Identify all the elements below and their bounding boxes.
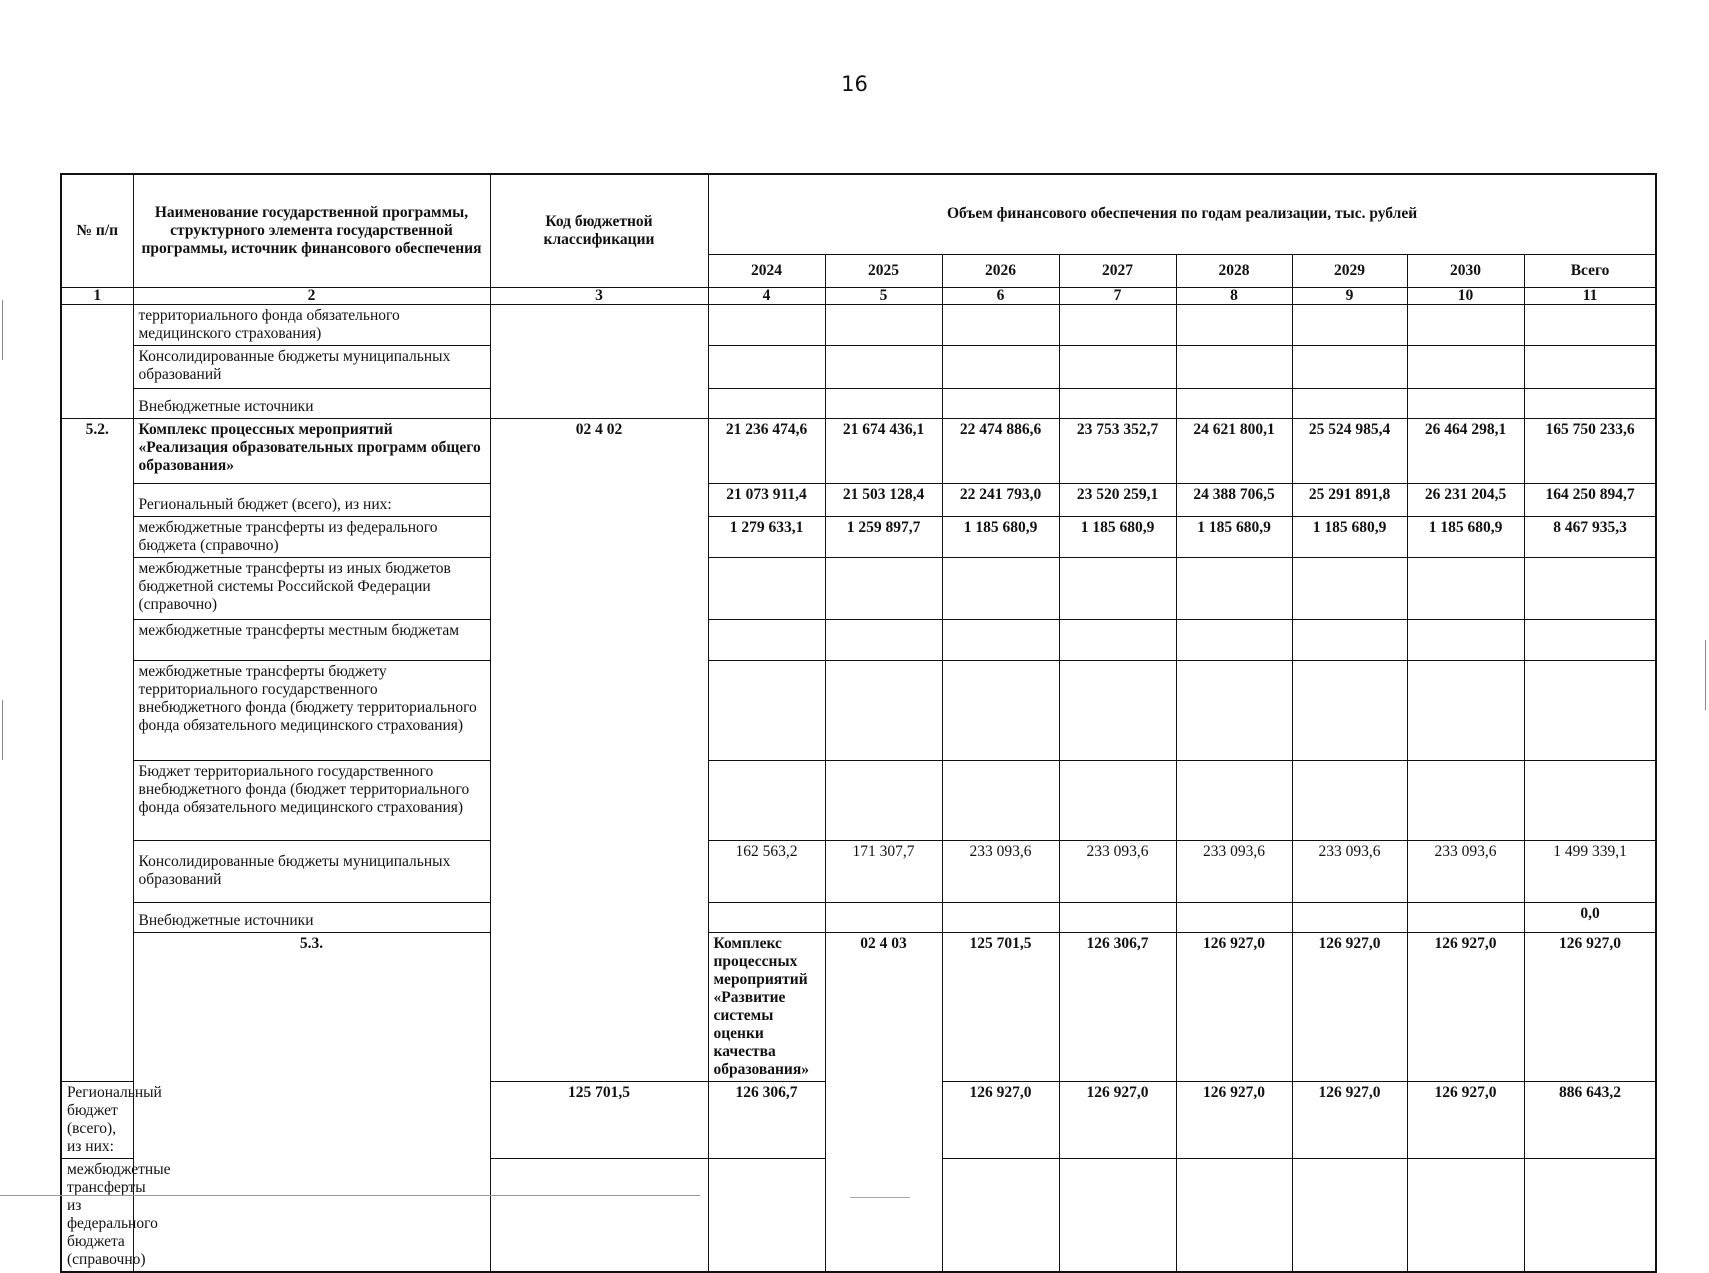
- cell-value: 126 306,7: [708, 1081, 825, 1158]
- row-name: Внебюджетные источники: [133, 388, 490, 418]
- cell-value: 25 291 891,8: [1292, 483, 1407, 516]
- cell-value: 22 241 793,0: [942, 483, 1059, 516]
- cell-value: 0,0: [1524, 902, 1656, 932]
- header-row-1: [61, 174, 1656, 254]
- cell-value: 165 750 233,6: [1524, 418, 1656, 483]
- scan-artifact-edge: [2, 700, 3, 760]
- cell-value: 21 073 911,4: [708, 483, 825, 516]
- col-index: 6: [942, 287, 1059, 304]
- row-number: [61, 304, 133, 418]
- scan-artifact-edge: [2, 300, 3, 360]
- cell-value: 233 093,6: [942, 840, 1059, 902]
- row-name: Внебюджетные источники: [133, 902, 490, 932]
- table-row: [61, 660, 1656, 760]
- header-year-2028: 2028: [1176, 254, 1292, 287]
- col-index: 8: [1176, 287, 1292, 304]
- table-row: [61, 304, 1656, 345]
- row-code: 02 4 03: [825, 932, 942, 1272]
- cell-value: 24 621 800,1: [1176, 418, 1292, 483]
- row-name: территориального фонда обязательного медицинского страхования): [133, 304, 490, 345]
- header-num: № п/п: [61, 174, 133, 287]
- header-year-2025: 2025: [825, 254, 942, 287]
- cell-value: 1 499 339,1: [1524, 840, 1656, 902]
- cell-value: 8 467 935,3: [1524, 516, 1656, 557]
- col-index: 9: [1292, 287, 1407, 304]
- table-row: [61, 388, 1656, 418]
- table-row: [61, 619, 1656, 660]
- cell-value: 1 185 680,9: [1292, 516, 1407, 557]
- col-index: 7: [1059, 287, 1176, 304]
- header-name: Наименование государственной программы, структурного элемента государственной программы, источник финансового обеспечения: [133, 174, 490, 287]
- col-index: 2: [133, 287, 490, 304]
- table-row: [61, 760, 1656, 840]
- row-name: межбюджетные трансферты из иных бюджетов бюджетной системы Российской Федерации (справочно): [133, 557, 490, 619]
- cell-value: 1 185 680,9: [1176, 516, 1292, 557]
- cell-value: 126 927,0: [1524, 932, 1656, 1081]
- cell-value: 126 927,0: [1059, 1081, 1176, 1158]
- table-row-5-3-title: [61, 932, 1656, 1081]
- cell-value: 233 093,6: [1292, 840, 1407, 902]
- row-name: Региональный бюджет (всего), из них:: [133, 483, 490, 516]
- row-name: Региональный бюджет (всего), из них:: [61, 1081, 133, 1158]
- col-index: 1: [61, 287, 133, 304]
- row-name: межбюджетные трансферты бюджету территориального государственного внебюджетного фонда (бюджету территориального фонда обязательного медицинского страхования): [133, 660, 490, 760]
- row-name: Консолидированные бюджеты муниципальных образований: [133, 345, 490, 388]
- row-name: межбюджетные трансферты местным бюджетам: [133, 619, 490, 660]
- cell-value: 26 231 204,5: [1407, 483, 1524, 516]
- header-year-2027: 2027: [1059, 254, 1176, 287]
- header-year-2026: 2026: [942, 254, 1059, 287]
- cell-value: 26 464 298,1: [1407, 418, 1524, 483]
- row-number: 5.2.: [61, 418, 133, 1081]
- cell-value: 22 474 886,6: [942, 418, 1059, 483]
- row-name: Бюджет территориального государственного внебюджетного фонда (бюджет территориального фонда обязательного медицинского страхования): [133, 760, 490, 840]
- header-code: Код бюджетной классификации: [490, 174, 708, 287]
- cell-value: 1 185 680,9: [1059, 516, 1176, 557]
- row-name: Комплекс процессных мероприятий «Реализация образовательных программ общего образования»: [133, 418, 490, 483]
- cell-value: 1 259 897,7: [825, 516, 942, 557]
- table-row: [61, 902, 1656, 932]
- cell-value: 126 927,0: [942, 1081, 1059, 1158]
- row-code: 02 4 02: [490, 418, 708, 1081]
- scan-artifact-line: [850, 1197, 910, 1198]
- table-row: [61, 483, 1656, 516]
- row-name: межбюджетные трансферты из федерального бюджета (справочно): [133, 516, 490, 557]
- cell-value: 886 643,2: [1524, 1081, 1656, 1158]
- cell-value: 233 093,6: [1407, 840, 1524, 902]
- row-number: 5.3.: [133, 932, 490, 1272]
- cell-value: 126 927,0: [1176, 932, 1292, 1081]
- scan-artifact-edge: [1705, 640, 1706, 710]
- cell-value: 21 503 128,4: [825, 483, 942, 516]
- col-index: 5: [825, 287, 942, 304]
- cell-value: 126 927,0: [1407, 1081, 1524, 1158]
- cell-value: 126 306,7: [1059, 932, 1176, 1081]
- cell-value: 164 250 894,7: [1524, 483, 1656, 516]
- cell-value: 21 674 436,1: [825, 418, 942, 483]
- cell-value: 24 388 706,5: [1176, 483, 1292, 516]
- cell-value: 162 563,2: [708, 840, 825, 902]
- col-index: 4: [708, 287, 825, 304]
- financing-table: [60, 173, 1657, 1273]
- row-name: Комплекс процессных мероприятий «Развитие системы оценки качества образования»: [708, 932, 825, 1081]
- table-row: [61, 345, 1656, 388]
- cell-value: 21 236 474,6: [708, 418, 825, 483]
- column-index-row: [61, 287, 1656, 304]
- row-name: межбюджетные трансферты из федерального бюджета (справочно): [61, 1158, 133, 1272]
- col-index: 10: [1407, 287, 1524, 304]
- row-code: [490, 304, 708, 418]
- cell-value: 233 093,6: [1059, 840, 1176, 902]
- row-name: Консолидированные бюджеты муниципальных образований: [133, 840, 490, 902]
- cell-value: 126 927,0: [1292, 1081, 1407, 1158]
- table-row: [61, 516, 1656, 557]
- cell-value: 1 185 680,9: [942, 516, 1059, 557]
- cell-value: 171 307,7: [825, 840, 942, 902]
- header-year-2024: 2024: [708, 254, 825, 287]
- table-row: [61, 840, 1656, 902]
- table-row-5-2-title: [61, 418, 1656, 483]
- cell-value: 23 520 259,1: [1059, 483, 1176, 516]
- header-total: Всего: [1524, 254, 1656, 287]
- cell-value: 23 753 352,7: [1059, 418, 1176, 483]
- cell-value: 126 927,0: [1292, 932, 1407, 1081]
- cell-value: 125 701,5: [490, 1081, 708, 1158]
- table-row: [61, 557, 1656, 619]
- cell-value: 1 279 633,1: [708, 516, 825, 557]
- header-year-2029: 2029: [1292, 254, 1407, 287]
- cell-value: 25 524 985,4: [1292, 418, 1407, 483]
- header-volume: Объем финансового обеспечения по годам реализации, тыс. рублей: [708, 174, 1656, 254]
- page-number: 16: [841, 72, 868, 96]
- cell-value: 233 093,6: [1176, 840, 1292, 902]
- header-year-2030: 2030: [1407, 254, 1524, 287]
- col-index: 11: [1524, 287, 1656, 304]
- cell-value: 126 927,0: [1176, 1081, 1292, 1158]
- scan-artifact-line: [0, 1195, 700, 1196]
- cell-value: 1 185 680,9: [1407, 516, 1524, 557]
- col-index: 3: [490, 287, 708, 304]
- cell-value: 125 701,5: [942, 932, 1059, 1081]
- cell-value: 126 927,0: [1407, 932, 1524, 1081]
